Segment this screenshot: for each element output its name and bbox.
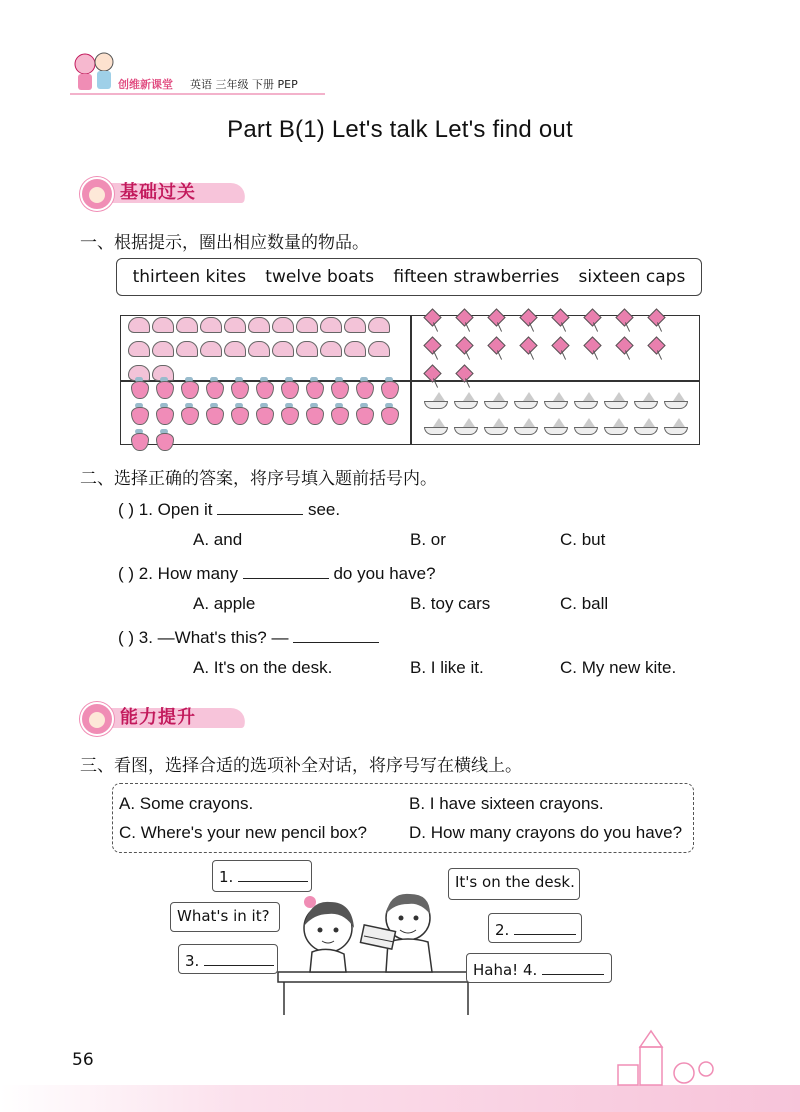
kite-icon[interactable] [454, 309, 476, 333]
kite-icon[interactable] [486, 337, 508, 361]
cap-icon[interactable] [224, 341, 246, 357]
boat-icon[interactable] [484, 418, 508, 434]
header-subject: 英语 三年级 下册 PEP [190, 78, 298, 91]
cap-icon[interactable] [128, 317, 150, 333]
kite-icon[interactable] [422, 309, 444, 333]
section-label: 能力提升 [120, 707, 196, 728]
page-number: 56 [72, 1050, 94, 1070]
strawberry-icon[interactable] [330, 402, 349, 424]
strawberry-icon[interactable] [355, 402, 374, 424]
strawberry-icon[interactable] [180, 402, 199, 424]
answer-blank[interactable] [217, 498, 303, 515]
page-title: Part B(1) Let's talk Let's find out [227, 116, 573, 143]
cap-icon[interactable] [320, 317, 342, 333]
dialogue-option: A. Some crayons. [119, 794, 254, 813]
question-1-heading: 一、根据提示，圈出相应数量的物品。 [80, 233, 369, 253]
cap-icon[interactable] [200, 341, 222, 357]
header-divider [70, 93, 325, 95]
strawberry-icon[interactable] [230, 402, 249, 424]
dialogue-option: D. How many crayons do you have? [409, 823, 683, 842]
cap-icon[interactable] [272, 341, 294, 357]
footer-band [0, 1085, 800, 1112]
strawberry-icon[interactable] [380, 402, 399, 424]
question-stem: 1. Open it [138, 500, 213, 519]
cap-icon[interactable] [200, 317, 222, 333]
hint-word: sixteen caps [578, 267, 686, 287]
strawberry-icon[interactable] [355, 376, 374, 398]
header-brand: 创维新课堂 [118, 78, 173, 91]
answer-paren[interactable]: ( ) [118, 500, 135, 519]
kite-icon[interactable] [614, 309, 636, 333]
kite-icon[interactable] [518, 309, 540, 333]
cap-icon[interactable] [296, 317, 318, 333]
cap-icon[interactable] [344, 341, 366, 357]
cap-icon[interactable] [368, 317, 390, 333]
question-tail: do you have? [333, 564, 436, 583]
option: A. and [193, 530, 243, 549]
boat-icon[interactable] [574, 418, 598, 434]
cap-icon[interactable] [272, 317, 294, 333]
strawberry-icon[interactable] [130, 428, 149, 450]
mc-item-2 [118, 562, 436, 584]
mc-item-1 [118, 498, 340, 520]
answer-blank[interactable] [238, 865, 308, 882]
strawberry-icon[interactable] [205, 402, 224, 424]
cap-icon[interactable] [368, 341, 390, 357]
kite-icon[interactable] [550, 309, 572, 333]
castle-decoration [610, 1025, 720, 1087]
boat-icon[interactable] [454, 392, 478, 408]
kite-icon[interactable] [454, 337, 476, 361]
option: B. toy cars [410, 594, 491, 613]
answer-blank[interactable] [542, 958, 604, 975]
header-kids-illustration [70, 48, 120, 94]
option: A. apple [193, 594, 256, 613]
kite-icon[interactable] [646, 309, 668, 333]
section-label: 基础过关 [120, 182, 196, 203]
kite-icon[interactable] [582, 309, 604, 333]
dialogue-option: C. Where's your new pencil box? [119, 823, 367, 842]
strawberry-icon[interactable] [205, 376, 224, 398]
mascot-icon [80, 177, 114, 211]
kite-icon[interactable] [614, 337, 636, 361]
word-hint-box [116, 258, 702, 296]
boat-icon[interactable] [574, 392, 598, 408]
strawberry-icon[interactable] [255, 402, 274, 424]
answer-blank[interactable] [243, 562, 329, 579]
boat-icon[interactable] [664, 392, 688, 408]
boat-icon[interactable] [604, 392, 628, 408]
boat-icon[interactable] [424, 392, 448, 408]
option: C. but [560, 530, 606, 549]
strawberry-icon[interactable] [155, 376, 174, 398]
boat-icon[interactable] [484, 392, 508, 408]
strawberry-icon[interactable] [305, 376, 324, 398]
answer-blank[interactable] [293, 626, 379, 643]
caps-cell[interactable] [127, 320, 407, 378]
kites-cell[interactable] [417, 318, 697, 380]
strawberry-icon[interactable] [155, 428, 174, 450]
strawberry-icon[interactable] [305, 402, 324, 424]
strawberry-icon[interactable] [155, 402, 174, 424]
cap-icon[interactable] [248, 341, 270, 357]
boat-icon[interactable] [664, 418, 688, 434]
cap-icon[interactable] [176, 341, 198, 357]
boats-cell[interactable] [421, 383, 697, 443]
option: B. I like it. [410, 658, 484, 677]
option: A. It's on the desk. [193, 658, 333, 677]
dialogue-options-box [112, 783, 694, 853]
kite-icon[interactable] [422, 337, 444, 361]
dialogue-option: B. I have sixteen crayons. [409, 794, 604, 813]
boat-icon[interactable] [514, 418, 538, 434]
boat-icon[interactable] [634, 418, 658, 434]
question-2-heading: 二、选择正确的答案，将序号填入题前括号内。 [80, 469, 437, 489]
answer-paren[interactable]: ( ) [118, 628, 135, 647]
question-stem: 2. How many [138, 564, 238, 583]
boat-icon[interactable] [454, 418, 478, 434]
speech-bubble-3: 3. [178, 944, 278, 974]
section-heading-advanced [80, 700, 250, 730]
option: C. My new kite. [560, 658, 677, 677]
answer-paren[interactable]: ( ) [118, 564, 135, 583]
cap-icon[interactable] [344, 317, 366, 333]
strawberry-icon[interactable] [330, 376, 349, 398]
boat-icon[interactable] [514, 392, 538, 408]
cap-icon[interactable] [176, 317, 198, 333]
kite-icon[interactable] [518, 337, 540, 361]
strawberry-icon[interactable] [255, 376, 274, 398]
speech-bubble-whats-in-it: What's in it? [170, 902, 280, 932]
kite-icon[interactable] [486, 309, 508, 333]
speech-bubble-on-desk: It's on the desk. [448, 868, 580, 900]
cap-icon[interactable] [320, 341, 342, 357]
cap-icon[interactable] [248, 317, 270, 333]
kite-icon[interactable] [550, 337, 572, 361]
strawberry-icon[interactable] [130, 376, 149, 398]
speech-bubble-2: 2. [488, 913, 582, 943]
cap-icon[interactable] [128, 341, 150, 357]
strawberry-icon[interactable] [130, 402, 149, 424]
cap-icon[interactable] [152, 341, 174, 357]
kids-pencil-box-illustration [270, 880, 480, 1015]
hint-word: twelve boats [265, 267, 375, 287]
boat-icon[interactable] [544, 392, 568, 408]
question-3-heading: 三、看图，选择合适的选项补全对话，将序号写在横线上。 [80, 756, 522, 776]
mc-item-3 [118, 626, 379, 648]
hint-word: fifteen strawberries [393, 267, 560, 287]
speech-bubble-1: 1. [212, 860, 312, 892]
boat-icon[interactable] [604, 418, 628, 434]
boat-icon[interactable] [424, 418, 448, 434]
strawberry-icon[interactable] [280, 376, 299, 398]
objects-grid [120, 315, 700, 445]
answer-blank[interactable] [514, 918, 576, 935]
cap-icon[interactable] [152, 317, 174, 333]
strawberry-icon[interactable] [280, 402, 299, 424]
cap-icon[interactable] [296, 341, 318, 357]
answer-blank[interactable] [204, 949, 274, 966]
strawberry-icon[interactable] [180, 376, 199, 398]
option: C. ball [560, 594, 609, 613]
section-heading-basic [80, 175, 250, 205]
speech-bubble-4: Haha! 4. [466, 953, 612, 983]
cap-icon[interactable] [224, 317, 246, 333]
boat-icon[interactable] [634, 392, 658, 408]
kite-icon[interactable] [646, 337, 668, 361]
kite-icon[interactable] [582, 337, 604, 361]
mascot-icon [80, 702, 114, 736]
strawberry-icon[interactable] [380, 376, 399, 398]
strawberries-cell[interactable] [127, 383, 407, 443]
strawberry-icon[interactable] [230, 376, 249, 398]
boat-icon[interactable] [544, 418, 568, 434]
hint-word: thirteen kites [132, 267, 247, 287]
question-tail: see. [307, 500, 341, 519]
option: B. or [410, 530, 446, 549]
question-stem: 3. —What's this? — [138, 628, 289, 647]
